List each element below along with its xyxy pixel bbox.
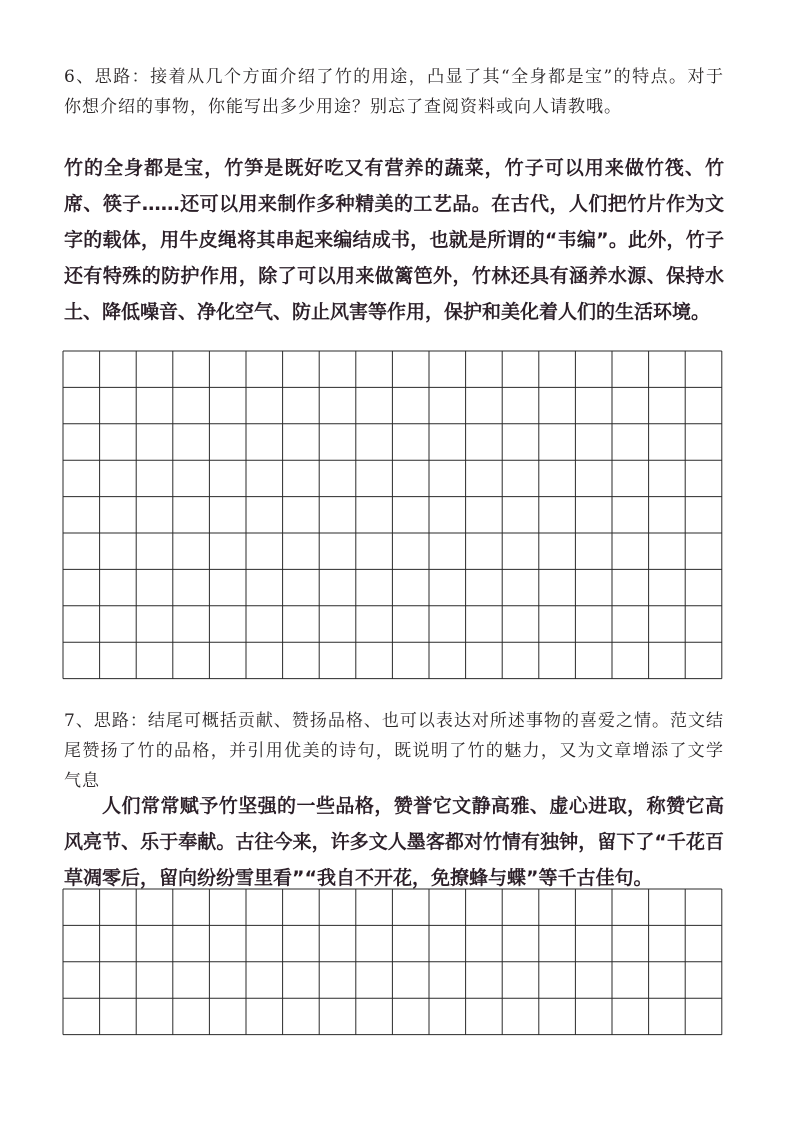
writing-grid-2[interactable] (62, 888, 722, 1036)
section6-sample-paragraph: 竹的全身都是宝，竹笋是既好吃又有营养的蔬菜，竹子可以用来做竹筏、竹席、筷子……还可以用来制作多种精美的工艺品。在古代，人们把竹片作为文字的载体，用牛皮绳将其串起来编结成书，也就是所谓的“韦编”。此外，竹子还有特殊的防护作用，除了可以用来做篱笆外，竹林还具有涵养水源、保持水土、降低噪音、净化空气、防止风害等作用，保护和美化着人们的生活环境。 (64, 157, 724, 323)
writing-grid-2-cells[interactable] (62, 888, 724, 1036)
writing-grid-1[interactable] (62, 350, 722, 680)
section7-hint: 7、思路：结尾可概括贡献、赞扬品格、也可以表达对所述事物的喜爱之情。范文结尾赞扬了竹的品格，并引用优美的诗句，既说明了竹的魅力，又为文章增添了文学气息 (64, 711, 724, 791)
section6-hint: 6、思路：接着从几个方面介绍了竹的用途，凸显了其“全身都是宝”的特点。对于你想介绍的事物，你能写出多少用途？别忘了查阅资料或向人请教哦。 (64, 67, 724, 117)
writing-grid-1-cells[interactable] (62, 350, 724, 680)
section7-sample-paragraph: 人们常常赋予竹坚强的一些品格，赞誉它文静高雅、虚心进取，称赞它高风亮节、乐于奉献。古往今来，许多文人墨客都对竹情有独钟，留下了“千花百草凋零后，留向纷纷雪里看”“我自不开花，免撩蜂与蝶”等千古佳句。 (64, 795, 724, 889)
